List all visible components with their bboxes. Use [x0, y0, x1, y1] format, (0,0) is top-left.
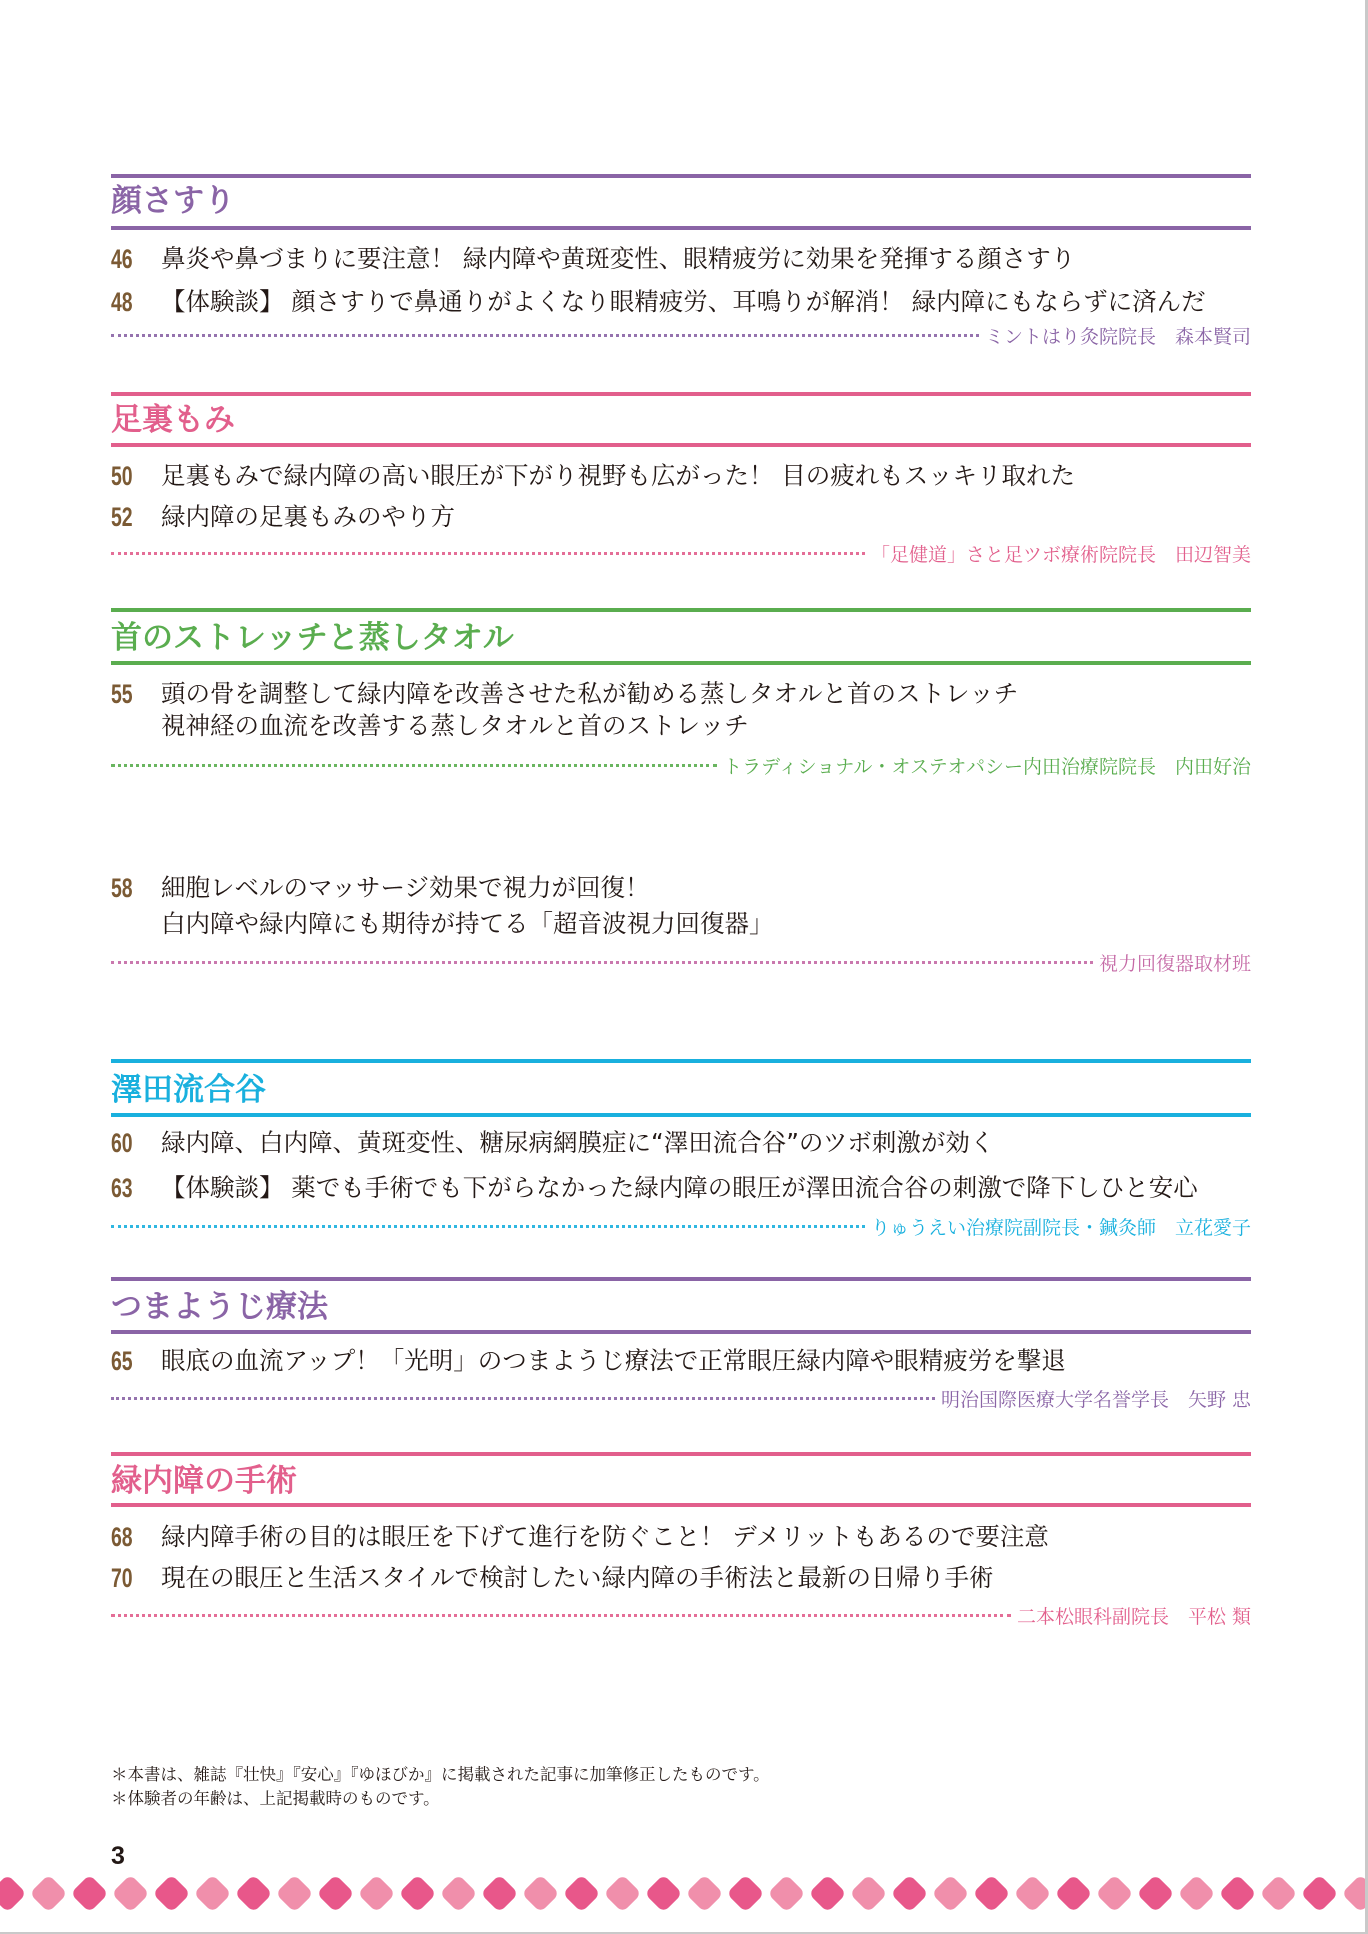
page-number: 63 [111, 1173, 133, 1203]
diamond-ornament [1259, 1874, 1297, 1912]
page-number: 52 [111, 502, 133, 532]
entry-title: 現在の眼圧と生活スタイルで検討したい緑内障の手術法と最新の日帰り手術 [161, 1563, 994, 1592]
diamond-ornament [685, 1874, 723, 1912]
diamond-ornament [193, 1874, 231, 1912]
entry-title: 緑内障の足裏もみのやり方 [161, 502, 455, 531]
dotted-leader [111, 552, 865, 555]
section-title: 緑内障の手術 [111, 1463, 297, 1499]
diamond-ornament [849, 1874, 887, 1912]
author-name: 明治国際医療大学名誉学長 矢野 忠 [940, 1388, 1251, 1411]
diamond-ornament [1177, 1874, 1215, 1912]
author-credit [111, 322, 1251, 348]
page-number: 50 [111, 461, 133, 491]
section-rule-top [111, 608, 1251, 612]
dotted-leader [111, 1397, 935, 1400]
footnote: ＊体験者の年齢は、上記掲載時のものです。 [111, 1789, 440, 1808]
entry-title: 細胞レベルのマッサージ効果で視力が回復！ [161, 873, 650, 902]
section-rule-bottom [111, 1113, 1251, 1117]
section-title: 足裏もみ [111, 402, 235, 438]
section-rule-top [111, 174, 1251, 178]
entry-title: 緑内障手術の目的は眼圧を下げて進行を防ぐこと！ デメリットもあるので要注意 [161, 1522, 1049, 1551]
diamond-ornament [603, 1874, 641, 1912]
section-title: 首のストレッチと蒸しタオル [111, 620, 514, 656]
diamond-ornament [1013, 1874, 1051, 1912]
page-number: 60 [111, 1128, 133, 1158]
diamond-ornament [480, 1874, 518, 1912]
dotted-leader [111, 1614, 1011, 1617]
diamond-ornament [439, 1874, 477, 1912]
page-number: 58 [111, 873, 133, 903]
section-rule-top [111, 1452, 1251, 1456]
section-title: 澤田流合谷 [111, 1072, 266, 1108]
diamond-ornament [1054, 1874, 1092, 1912]
diamond-ornament [1341, 1874, 1368, 1912]
page-number: 70 [111, 1563, 133, 1593]
diamond-ornament [0, 1874, 27, 1912]
diamond-ornament [111, 1874, 149, 1912]
diamond-ornament [234, 1874, 272, 1912]
diamond-ornament [521, 1874, 559, 1912]
section-rule-bottom [111, 661, 1251, 665]
diamond-ornament [70, 1874, 108, 1912]
dotted-leader [111, 961, 1093, 964]
diamond-ornament [562, 1874, 600, 1912]
section-rule-top [111, 392, 1251, 396]
author-name: トラディショナル・オステオパシー内田治療院院長 内田好治 [723, 755, 1251, 778]
section-rule-top [111, 1059, 1251, 1063]
author-credit [111, 1213, 1251, 1239]
author-credit [111, 540, 1251, 566]
section-rule-bottom [111, 1330, 1251, 1334]
diamond-border [0, 1876, 1368, 1912]
entry-title: 視神経の血流を改善する蒸しタオルと首のストレッチ [161, 711, 749, 740]
author-name: 視力回復器取材班 [1098, 952, 1251, 975]
author-credit [111, 1602, 1251, 1628]
diamond-ornament [1095, 1874, 1133, 1912]
section-title: 顔さすり [111, 183, 235, 219]
diamond-ornament [644, 1874, 682, 1912]
entry-title: 足裏もみで緑内障の高い眼圧が下がり視野も広がった！ 目の疲れもスッキリ取れた [161, 461, 1076, 490]
page-number: 46 [111, 244, 133, 274]
diamond-ornament [398, 1874, 436, 1912]
diamond-ornament [152, 1874, 190, 1912]
entry-title: 頭の骨を調整して緑内障を改善させた私が勧める蒸しタオルと首のストレッチ [161, 679, 1019, 708]
author-credit [111, 752, 1251, 778]
diamond-ornament [1300, 1874, 1338, 1912]
diamond-ornament [316, 1874, 354, 1912]
diamond-ornament [275, 1874, 313, 1912]
page-number: 48 [111, 287, 133, 317]
dotted-leader [111, 1225, 865, 1228]
author-credit [111, 949, 1251, 975]
footnote: ＊本書は、雑誌『壮快』『安心』『ゆほびか』に掲載された記事に加筆修正したものです。 [111, 1765, 770, 1784]
diamond-ornament [1218, 1874, 1256, 1912]
author-name: 二本松眼科副院長 平松 類 [1016, 1605, 1251, 1628]
author-name: 「足健道」さと足ツボ療術院院長 田辺智美 [870, 543, 1251, 566]
diamond-ornament [808, 1874, 846, 1912]
dotted-leader [111, 764, 717, 767]
section-title: つまようじ療法 [111, 1289, 328, 1325]
page-number-footer: 3 [111, 1842, 125, 1870]
diamond-ornament [726, 1874, 764, 1912]
entry-title: 【体験談】 顔さすりで鼻通りがよくなり眼精疲労、耳鳴りが解消！ 緑内障にもならずに済んだ [161, 287, 1206, 316]
section-rule-bottom [111, 443, 1251, 447]
page-number: 55 [111, 679, 133, 709]
entry-title: 緑内障、白内障、黄斑変性、糖尿病網膜症に“澤田流合谷”のツボ刺激が効く [161, 1128, 995, 1157]
author-name: りゅうえい治療院副院長・鍼灸師 立花愛子 [870, 1216, 1251, 1239]
entry-title: 白内障や緑内障にも期待が持てる「超音波視力回復器」 [161, 909, 774, 938]
diamond-ornament [357, 1874, 395, 1912]
section-rule-top [111, 1277, 1251, 1281]
dotted-leader [111, 334, 979, 337]
diamond-ornament [931, 1874, 969, 1912]
diamond-ornament [29, 1874, 67, 1912]
diamond-ornament [1136, 1874, 1174, 1912]
section-rule-bottom [111, 1503, 1251, 1507]
section-rule-bottom [111, 226, 1251, 230]
diamond-ornament [767, 1874, 805, 1912]
author-name: ミントはり灸院院長 森本賢司 [984, 325, 1251, 348]
diamond-ornament [890, 1874, 928, 1912]
page-number: 68 [111, 1522, 133, 1552]
page-number: 65 [111, 1346, 133, 1376]
author-credit [111, 1385, 1251, 1411]
diamond-ornament [972, 1874, 1010, 1912]
entry-title: 眼底の血流アップ！「光明」のつまようじ療法で正常眼圧緑内障や眼精疲労を撃退 [161, 1346, 1066, 1375]
entry-title: 【体験談】 薬でも手術でも下がらなかった緑内障の眼圧が澤田流合谷の刺激で降下しひと安心 [161, 1173, 1198, 1202]
entry-title: 鼻炎や鼻づまりに要注意！ 緑内障や黄斑変性、眼精疲労に効果を発揮する顔さすり [161, 244, 1076, 273]
